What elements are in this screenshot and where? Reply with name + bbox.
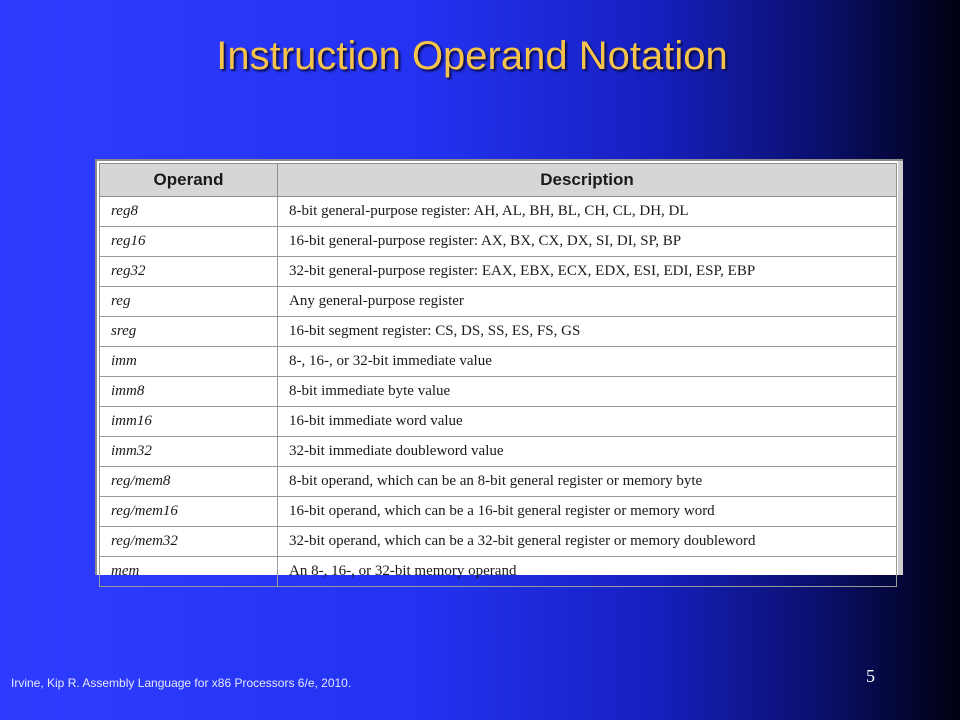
description-cell: 32-bit general-purpose register: EAX, EBX, ECX, EDX, ESI, EDI, ESP, EBP — [278, 257, 897, 287]
table-row — [100, 557, 897, 587]
description-cell: 32-bit immediate doubleword value — [278, 437, 897, 467]
table-row — [100, 527, 897, 557]
description-cell: 16-bit segment register: CS, DS, SS, ES, FS, GS — [278, 317, 897, 347]
operand-cell: imm32 — [100, 437, 278, 467]
description-cell: 16-bit immediate word value — [278, 407, 897, 437]
citation-footer: Irvine, Kip R. Assembly Language for x86 Processors 6/e, 2010. — [11, 676, 352, 690]
table-row — [100, 317, 897, 347]
table-header-row — [100, 164, 897, 197]
operand-cell: reg32 — [100, 257, 278, 287]
operand-cell: reg/mem32 — [100, 527, 278, 557]
column-header-operand: Operand — [100, 164, 278, 197]
table-row — [100, 407, 897, 437]
operand-cell: imm16 — [100, 407, 278, 437]
description-cell: 8-bit immediate byte value — [278, 377, 897, 407]
table-row — [100, 377, 897, 407]
description-cell: 8-, 16-, or 32-bit immediate value — [278, 347, 897, 377]
operand-cell: imm — [100, 347, 278, 377]
description-cell: 16-bit operand, which can be a 16-bit general register or memory word — [278, 497, 897, 527]
operand-cell: reg — [100, 287, 278, 317]
slide-title: Instruction Operand Notation — [216, 34, 728, 78]
description-cell: An 8-, 16-, or 32-bit memory operand — [278, 557, 897, 587]
operand-cell: reg8 — [100, 197, 278, 227]
description-cell: 8-bit general-purpose register: AH, AL, BH, BL, CH, CL, DH, DL — [278, 197, 897, 227]
table-row — [100, 197, 897, 227]
table-row — [100, 257, 897, 287]
operand-cell: imm8 — [100, 377, 278, 407]
table-row — [100, 227, 897, 257]
description-cell: Any general-purpose register — [278, 287, 897, 317]
description-cell: 16-bit general-purpose register: AX, BX, CX, DX, SI, DI, SP, BP — [278, 227, 897, 257]
operand-cell: mem — [100, 557, 278, 587]
table-row — [100, 347, 897, 377]
description-cell: 32-bit operand, which can be a 32-bit general register or memory doubleword — [278, 527, 897, 557]
operand-cell: reg/mem16 — [100, 497, 278, 527]
page-number: 5 — [866, 666, 875, 686]
description-cell: 8-bit operand, which can be an 8-bit general register or memory byte — [278, 467, 897, 497]
table-row — [100, 467, 897, 497]
table-row — [100, 287, 897, 317]
column-header-description: Description — [278, 164, 897, 197]
operand-cell: reg16 — [100, 227, 278, 257]
table-row — [100, 437, 897, 467]
operand-cell: reg/mem8 — [100, 467, 278, 497]
operand-cell: sreg — [100, 317, 278, 347]
operand-table-image — [95, 159, 903, 579]
table-row — [100, 497, 897, 527]
operand-table — [99, 163, 897, 587]
